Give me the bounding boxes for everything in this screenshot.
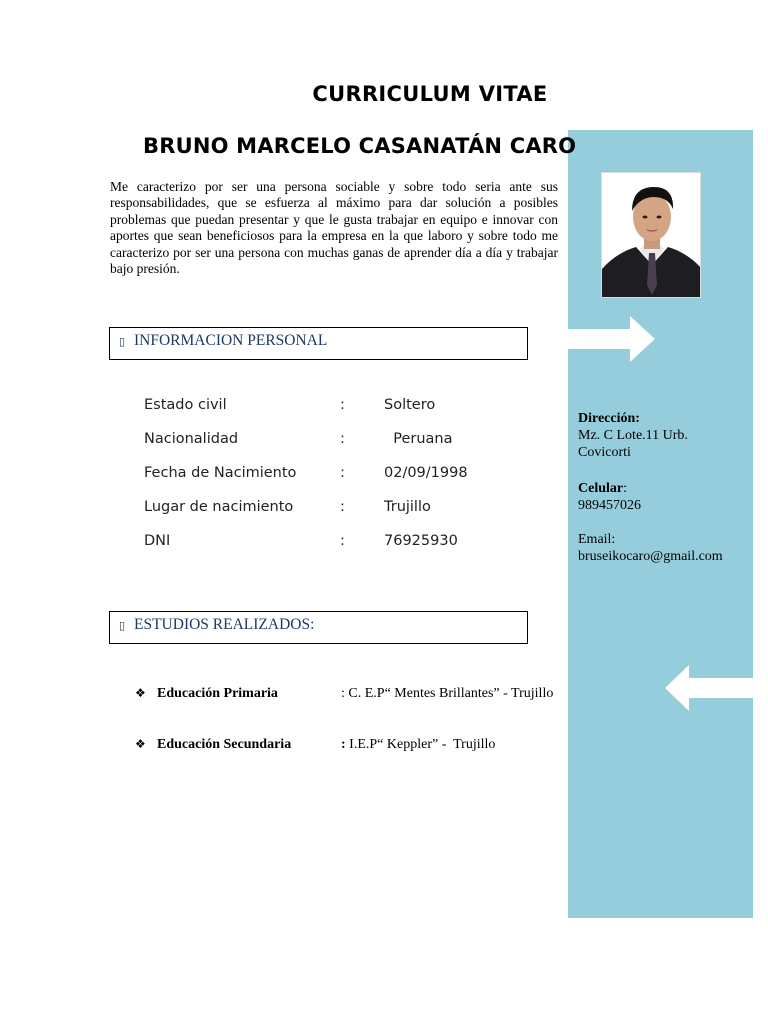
- education-separator: :: [341, 737, 346, 752]
- info-value: Trujillo: [384, 499, 431, 515]
- arrow-left-icon: [665, 665, 753, 711]
- info-value: 76925930: [384, 533, 458, 549]
- info-value: 02/09/1998: [384, 465, 468, 481]
- profile-photo: [601, 172, 701, 298]
- contact-phone: [578, 480, 748, 514]
- person-name: BRUNO MARCELO CASANATÁN CARO: [143, 134, 577, 158]
- info-value: Peruana: [384, 431, 453, 447]
- section-bullet-icon: ▯: [119, 335, 126, 348]
- info-key: Fecha de Nacimiento: [144, 465, 297, 481]
- contact-email: [578, 531, 748, 565]
- info-separator: :: [340, 397, 345, 413]
- education-school-name: I.E.P“ Keppler” - Trujillo: [345, 737, 496, 752]
- section-bullet-icon: ▯: [119, 619, 126, 632]
- info-key: Nacionalidad: [144, 431, 239, 447]
- address-label: Dirección:: [578, 411, 640, 426]
- phone-label: Celular: [578, 481, 624, 496]
- info-separator: :: [340, 465, 345, 481]
- phone-number: 989457026: [578, 498, 641, 513]
- education-school: : C. E.P“ Mentes Brillantes” - Trujillo: [341, 686, 554, 701]
- contact-address: [578, 410, 748, 461]
- info-key: Estado civil: [144, 397, 227, 413]
- info-separator: :: [340, 533, 345, 549]
- section-title: ESTUDIOS REALIZADOS:: [134, 616, 315, 633]
- email-label: Email:: [578, 532, 616, 547]
- education-level: Educación Secundaria: [157, 737, 292, 752]
- info-value: Soltero: [384, 397, 436, 413]
- info-key: DNI: [144, 533, 171, 549]
- section-studies: [109, 611, 528, 644]
- info-separator: :: [340, 499, 345, 515]
- info-separator: :: [340, 431, 345, 447]
- address-line-1: Mz. C Lote.11 Urb.: [578, 428, 688, 443]
- arrow-right-icon: [568, 316, 656, 362]
- portrait-image: [602, 173, 701, 298]
- diamond-bullet-icon: ❖: [135, 686, 146, 700]
- address-line-2: Covicorti: [578, 445, 631, 460]
- info-key: Lugar de nacimiento: [144, 499, 294, 515]
- diamond-bullet-icon: ❖: [135, 737, 146, 751]
- section-personal-info: [109, 327, 528, 360]
- phone-separator: :: [623, 481, 627, 496]
- email-address: bruseikocaro@gmail.com: [578, 549, 723, 564]
- profile-summary: Me caracterizo por ser una persona sociable y sobre todo seria ante sus responsabilidades, que se esfuerza al máximo para dar solución a posibles problemas que puedan presentar y que le gusta trabajar en equipo e innovar con aportes que sean beneficiosos para la empresa en la que laboro y sobre todo me caracterizo por ser una persona con muchas ganas de aprender día a día y trabajar bajo presión.: [110, 179, 558, 277]
- section-title: INFORMACION PERSONAL: [134, 332, 328, 349]
- cv-title: CURRICULUM VITAE: [312, 82, 548, 106]
- education-level: Educación Primaria: [157, 686, 278, 701]
- education-school: [341, 737, 495, 753]
